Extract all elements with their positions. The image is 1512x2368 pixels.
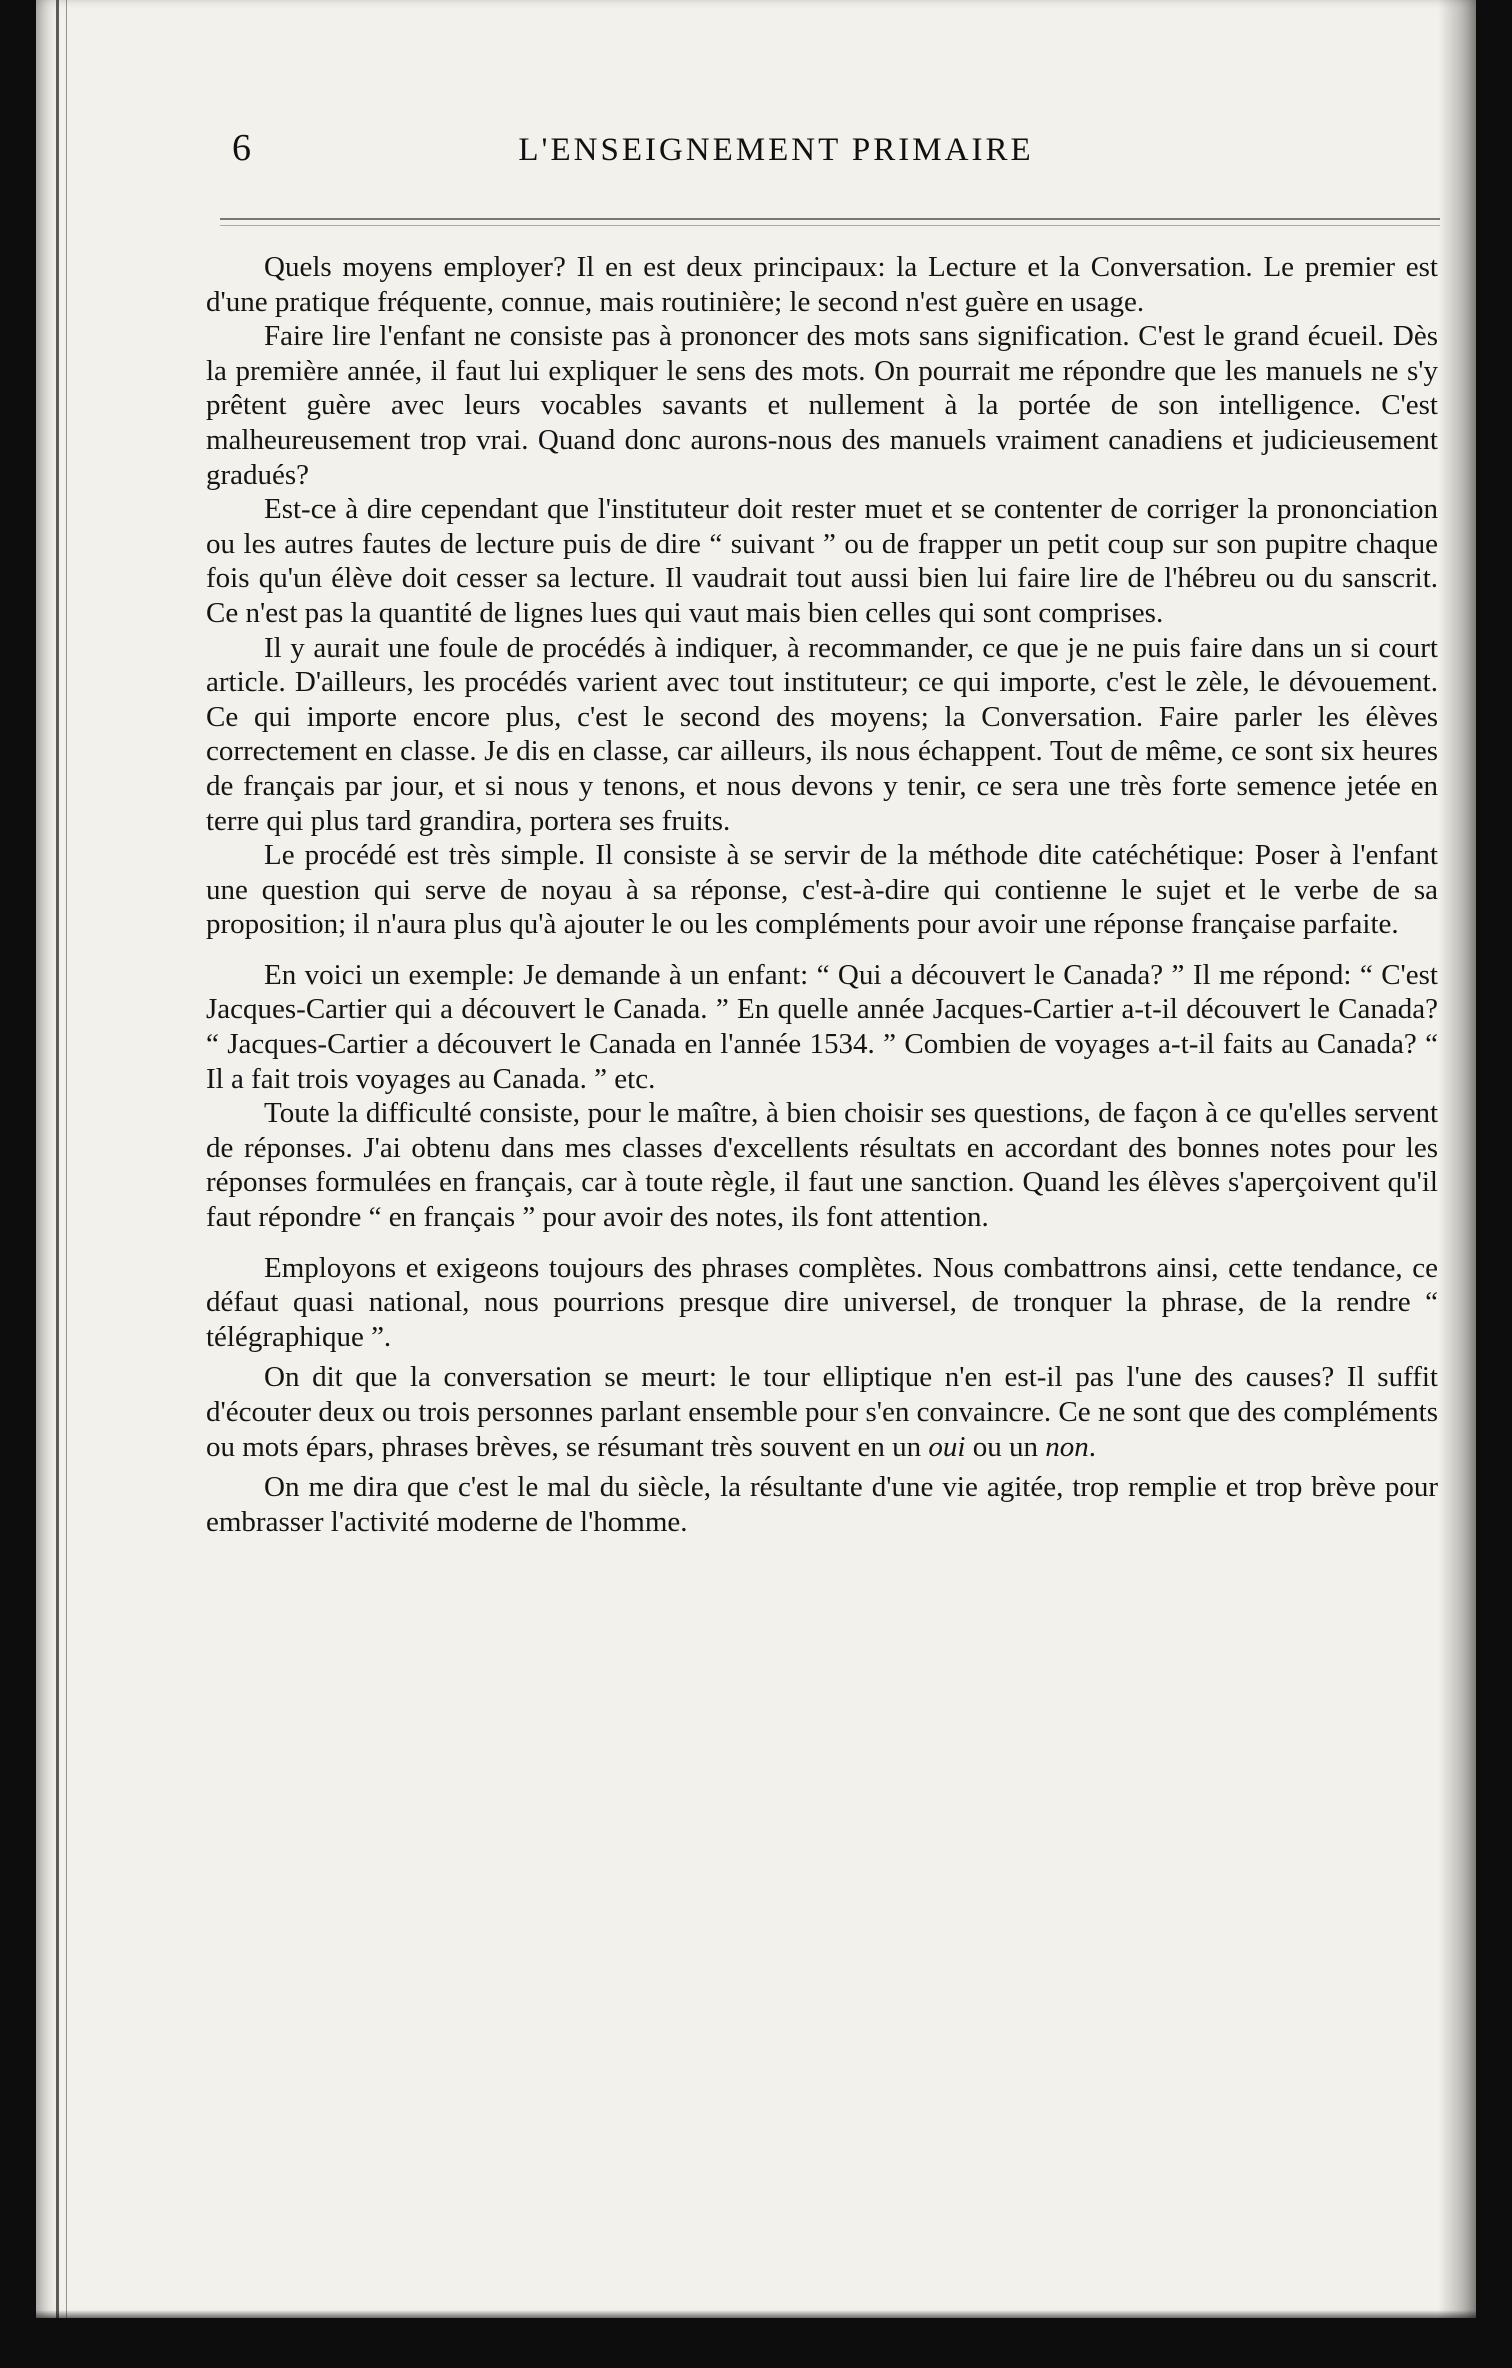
- paragraph-10: On me dira que c'est le mal du siècle, la résultante d'une vie agitée, trop remplie et trop brève pour embrasser l'activité moderne de l'homme.: [206, 1471, 1438, 1538]
- paragraph-2: Faire lire l'enfant ne consiste pas à prononcer des mots sans signification. C'est le grand écueil. Dès la première année, il faut lui expliquer le sens des mots. On pourrait me répondre que les manuels ne s'y prêtent guère avec leurs vocables savants et nullement à la portée de son intelligence. C'est malheureusement trop vrai. Quand donc aurons-nous des manuels vraiment canadiens et judicieusement gradués?: [206, 320, 1438, 491]
- page-number: 6: [232, 127, 251, 169]
- word-joiner: ou un: [972, 1430, 1038, 1463]
- binding-line: [56, 0, 59, 2318]
- page-edge-shadow: [1438, 0, 1476, 2318]
- paragraph-9: [206, 1360, 1438, 1464]
- paragraph-6: En voici un exemple: Je demande à un enfant: “ Qui a découvert le Canada? ” Il me répond: “ C'est Jacques-Cartier qui a découvert le Canada. ” En quelle année Jacques-Cartier a-t-il découvert le Canada? “ Jacques-Cartier a découvert le Canada en l'année 1534. ” Combien de voyages a-t-il faits au Canada? “ Il a fait trois voyages au Canada. ” etc.: [206, 958, 1438, 1095]
- paragraph-3: Est-ce à dire cependant que l'instituteur doit rester muet et se contenter de corriger la prononciation ou les autres fautes de lecture puis de dire “ suivant ” ou de frapper un petit coup sur son pupitre chaque fois qu'un élève doit cesser sa lecture. Il vaudrait tout aussi bien lui faire lire de l'hébreu ou du sanscrit. Ce n'est pas la quantité de lignes lues qui vaut mais bien celles qui sont comprises.: [206, 493, 1438, 629]
- paragraph-8: Employons et exigeons toujours des phrases complètes. Nous combattrons ainsi, cette tendance, ce défaut quasi national, nous pourrions presque dire universel, de tronquer la phrase, de la rendre “ télégraphique ”.: [206, 1251, 1438, 1353]
- binding-line-inner: [66, 0, 67, 2318]
- paragraph-5: Le procédé est très simple. Il consiste à se servir de la méthode dite catéchétique: Poser à l'enfant une question qui serve de noyau à sa réponse, c'est-à-dire qui contienne le sujet et le verbe de sa proposition; il n'aura plus qu'à ajouter le ou les compléments pour avoir une réponse française parfaite.: [206, 839, 1438, 941]
- header-rule: [220, 218, 1440, 220]
- word-non: non: [1045, 1430, 1089, 1463]
- paragraph-7: Toute la difficulté consiste, pour le maître, à bien choisir ses questions, de façon à ce qu'elles servent de réponses. J'ai obtenu dans mes classes d'excellents résultats en accordant des bonnes notes pour les réponses formulées en français, car à toute règle, il faut une sanction. Quand les élèves s'aperçoivent qu'il faut répondre “ en français ” pour avoir des notes, ils font attention.: [206, 1097, 1438, 1234]
- body-text: [206, 250, 1438, 1539]
- running-title: L'ENSEIGNEMENT PRIMAIRE: [518, 132, 1034, 168]
- page-header: [196, 126, 1356, 186]
- paragraph-1: Quels moyens employer? Il en est deux principaux: la Lecture et la Conversation. Le premier est d'une pratique fréquente, connue, mais routinière; le second n'est guère en usage.: [206, 251, 1438, 318]
- header-rule-thin: [220, 225, 1440, 226]
- paragraph-4: Il y aurait une foule de procédés à indiquer, à recommander, ce que je ne puis faire dans un si court article. D'ailleurs, les procédés varient avec tout instituteur; ce qui importe, c'est le zèle, le dévouement. Ce qui importe encore plus, c'est le second des moyens; la Conversation. Faire parler les élèves correctement en classe. Je dis en classe, car ailleurs, ils nous échappent. Tout de même, ce sont six heures de français par jour, et si nous y tenons, et nous devons y tenir, ce sera une très forte semence jetée en terre qui plus tard grandira, portera ses fruits.: [206, 631, 1438, 837]
- word-oui: oui: [928, 1430, 966, 1463]
- paragraph-9-end: .: [1088, 1430, 1096, 1463]
- page-bottom-edge: [36, 2310, 1476, 2318]
- paragraph-9-text: On dit que la conversation se meurt: le tour elliptique n'en est-il pas l'une des causes? Il suffit d'écouter deux ou trois personnes parlant ensemble pour s'en convaincre. Ce ne sont que des compléments ou mots épars, phrases brèves, se résumant très souvent en un: [206, 1361, 1438, 1463]
